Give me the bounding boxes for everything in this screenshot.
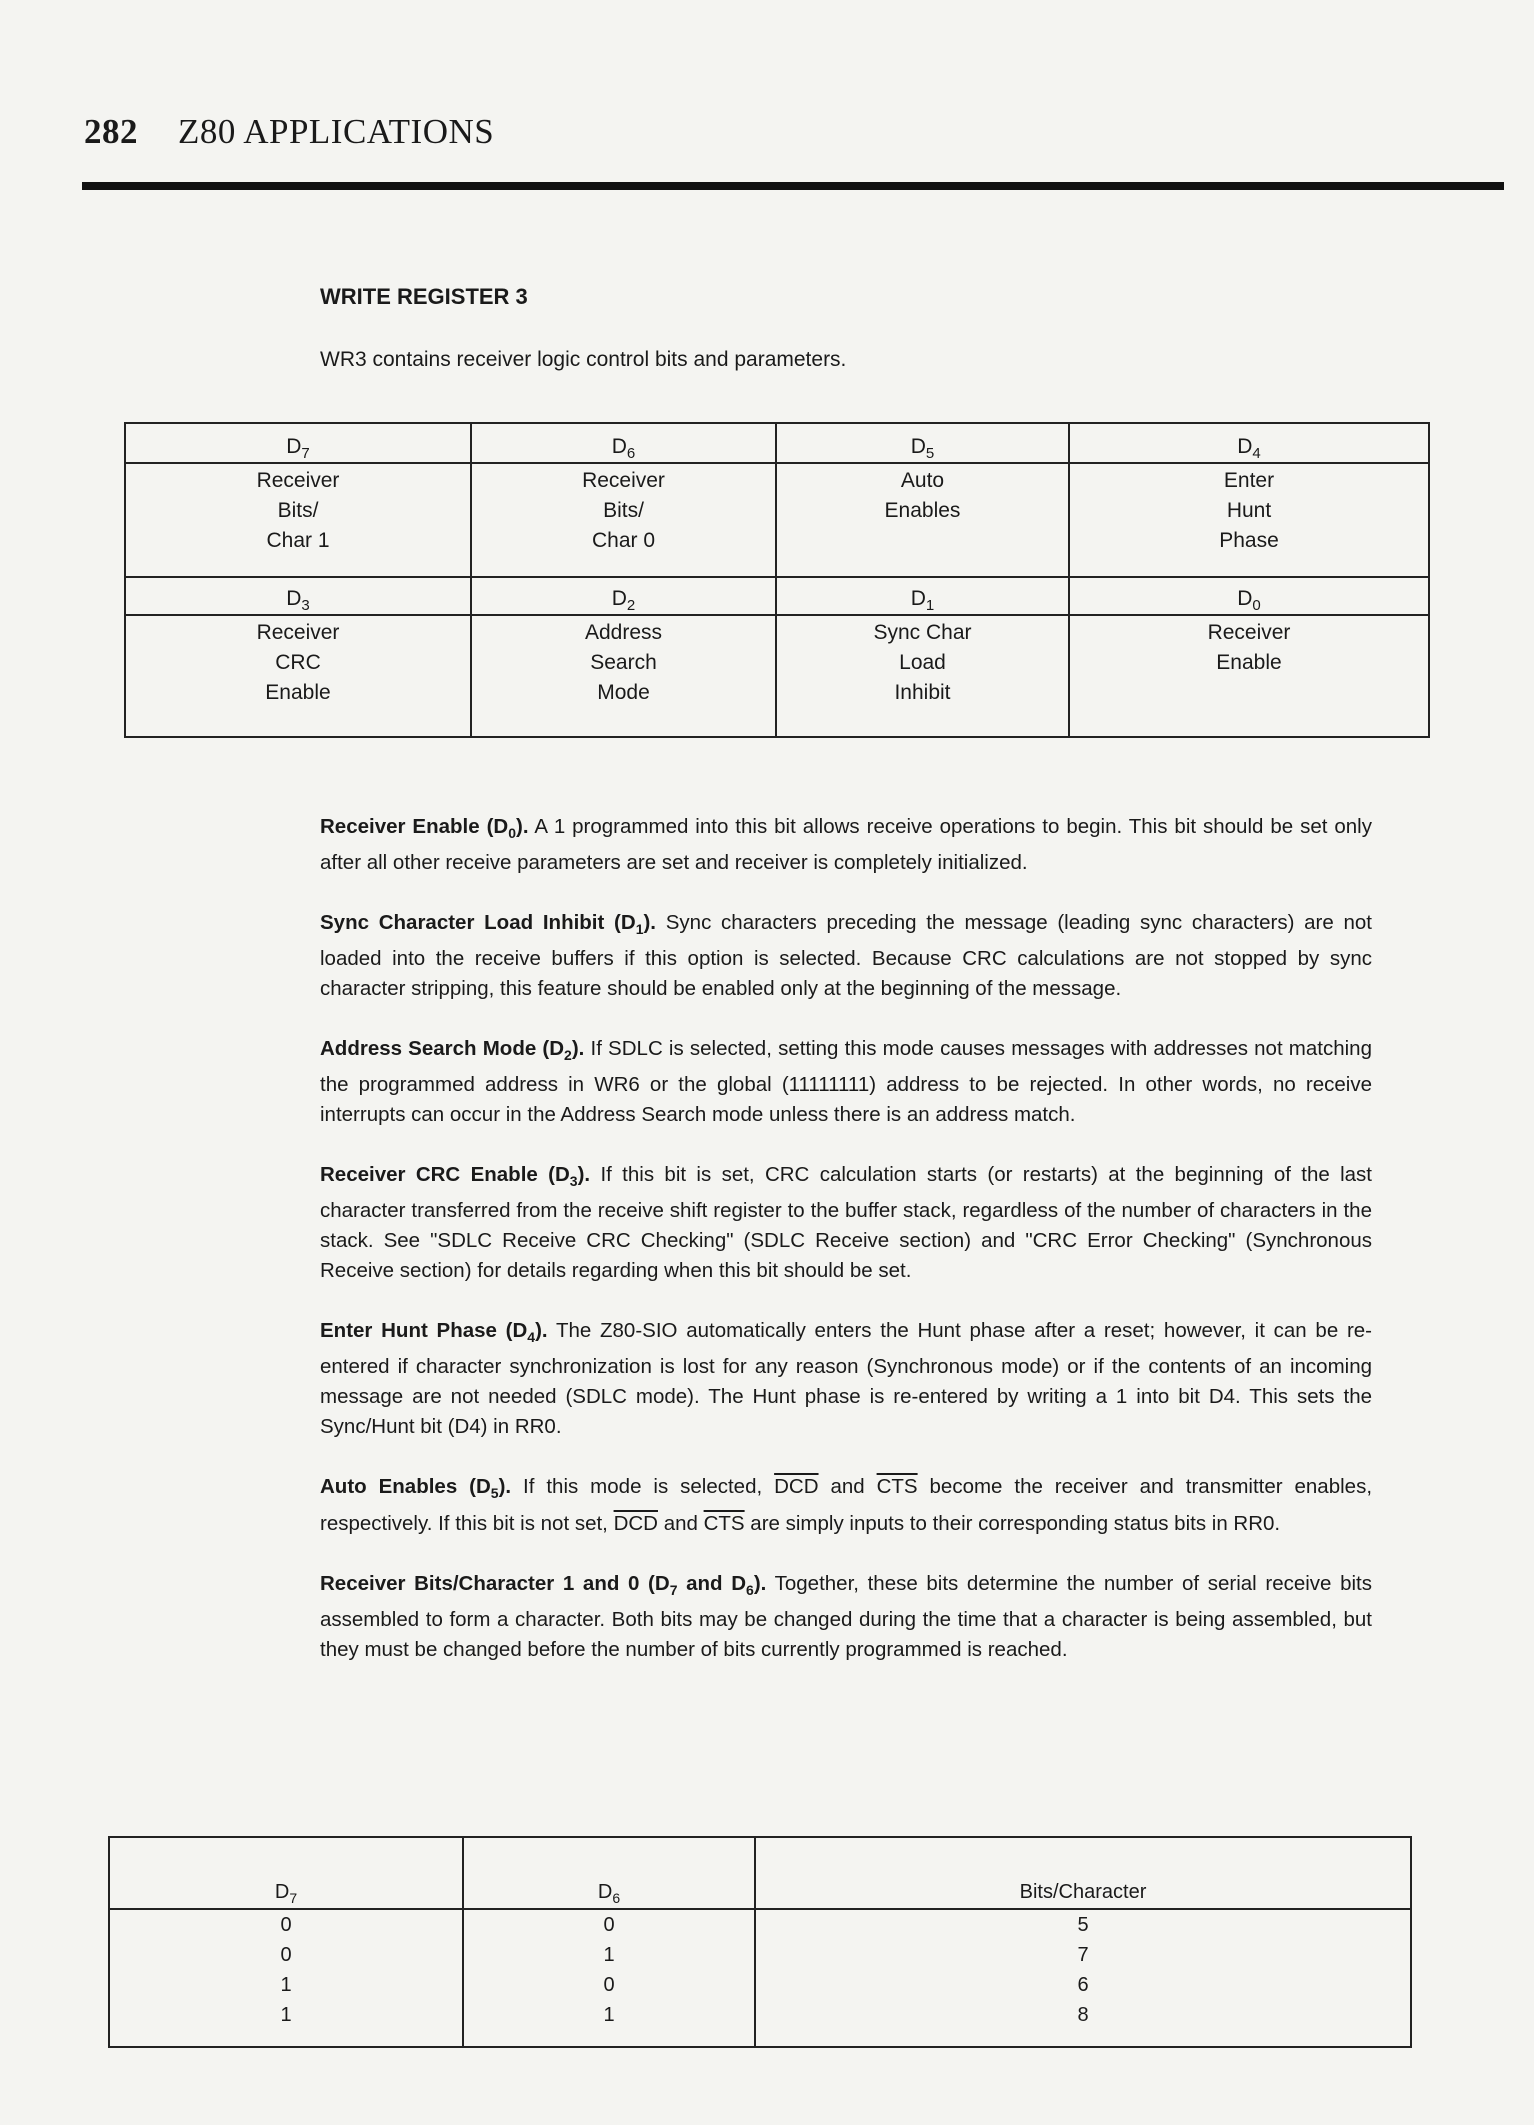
paragraph-receiver-bits-per-char: Receiver Bits/Character 1 and 0 ($D_7$ and $D_6$). Together, these bits determine the number of serial receive bits assembled to form a character. Both bits may be changed during the time that a character is being assembled, but they must be changed before the number of bits currently programmed is reached. (320, 1571, 1372, 1661)
column-header: $D_7$ (110, 1874, 462, 1910)
bit-cell-d1 (777, 576, 1070, 736)
bits-per-character-table (108, 1836, 1412, 2048)
bit-cell-d5 (777, 424, 1070, 576)
paragraph-sync-char-load-inhibit: Sync Character Load Inhibit $(D_1)$. Sync characters preceding the message (leading sync characters) are not loaded into the receive buffers if this option is selected. Because CRC calculations are not stopped by sync character stripping, this feature should be enabled only at the beginning of the message. (320, 911, 1372, 1001)
running-header (84, 112, 494, 152)
column-values: 0 0 1 1 (280, 1914, 292, 2026)
bit-description: Receiver Bits/ Char 0 (582, 469, 665, 552)
bit-label: $D_0$ (1070, 576, 1428, 616)
bit-row-lower (126, 576, 1428, 736)
bit-cell-d4 (1070, 424, 1428, 576)
bit-cell-d0 (1070, 576, 1428, 736)
bit-row-upper (126, 424, 1428, 578)
bit-description: Receiver CRC Enable (256, 621, 340, 704)
paragraph-enter-hunt-phase: Enter Hunt Phase $(D_4)$. The Z80-SIO automatically enters the Hunt phase after a reset; however, it can be re-entered if character synchronization is lost for any reason (Synchronous mode) or if the contents of an incoming message are not needed (SDLC mode). The Hunt phase is re-entered by writing a 1 into bit D4. This sets the Sync/Hunt bit (D4) in RR0. (320, 1319, 1373, 1439)
header-rule (82, 182, 1504, 190)
bit-description: Enter Hunt Phase (1219, 469, 1279, 552)
bit-label: $D_7$ (126, 424, 470, 464)
column-d7 (110, 1838, 464, 2046)
column-header: Bits/Character (756, 1874, 1410, 1910)
book-title: Z80 APPLICATIONS (178, 112, 495, 151)
bit-label: $D_6$ (472, 424, 775, 464)
bit-label: $D_2$ (472, 576, 775, 616)
bit-label: $D_3$ (126, 576, 470, 616)
bit-description: Auto Enables (884, 469, 961, 522)
paragraph-auto-enables: Auto Enables $(D_5)$. If this mode is selected, $\overline{DCD}$ and $\overline{CTS}$ become the receiver and transmitter enables, respectively. If this bit is not set, $\overline{DCD}$ and $\overline{CTS}$ are simply inputs to their corresponding status bits in RR0. (320, 1475, 1373, 1535)
column-d6 (464, 1838, 756, 2046)
bit-cell-d6 (472, 424, 777, 576)
bit-label: $D_4$ (1070, 424, 1428, 464)
paragraph-receiver-enable: Receiver Enable $(D_0)$. A 1 programmed into this bit allows receive operations to begin. This bit should be set only after all other receive parameters are set and receiver is completely initialized. (320, 815, 1372, 875)
bit-label: $D_5$ (777, 424, 1068, 464)
bit-descriptions (320, 812, 1372, 1695)
page-number: 282 (84, 112, 138, 151)
bit-description: Receiver Enable (1207, 621, 1291, 674)
bit-description: Receiver Bits/ Char 1 (256, 469, 340, 552)
bit-label: $D_1$ (777, 576, 1068, 616)
column-values: 5 7 6 8 (1077, 1914, 1089, 2026)
column-values: 0 1 0 1 (603, 1914, 615, 2026)
bit-cell-d7 (126, 424, 472, 576)
paragraph-receiver-crc-enable: Receiver CRC Enable $(D_3)$. If this bit is set, CRC calculation starts (or restarts) at the beginning of the last character transferred from the receive shift register to the buffer stack, regardless of the number of characters in the stack. See "SDLC Receive CRC Checking" (SDLC Receive section) and "CRC Error Checking" (Synchronous Receive section) for details regarding when this bit should be set. (320, 1163, 1372, 1283)
column-bits-per-character (756, 1838, 1410, 2046)
column-header: $D_6$ (464, 1874, 754, 1910)
bit-cell-d2 (472, 576, 777, 736)
section-description: WR3 contains receiver logic control bits and parameters. (320, 348, 847, 371)
bit-description: Sync Char Load Inhibit (873, 621, 972, 704)
section-title: WRITE REGISTER 3 (320, 284, 528, 309)
bit-description: Address Search Mode (584, 621, 663, 704)
bit-cell-d3 (126, 576, 472, 736)
bit-field-table (124, 422, 1430, 738)
paragraph-address-search-mode: Address Search Mode $(D_2)$. If SDLC is selected, setting this mode causes messages with addresses not matching the programmed address in WR6 or the global (11111111) address to be rejected. In other words, no receive interrupts can occur in the Address Search mode unless there is an address match. (320, 1037, 1372, 1127)
